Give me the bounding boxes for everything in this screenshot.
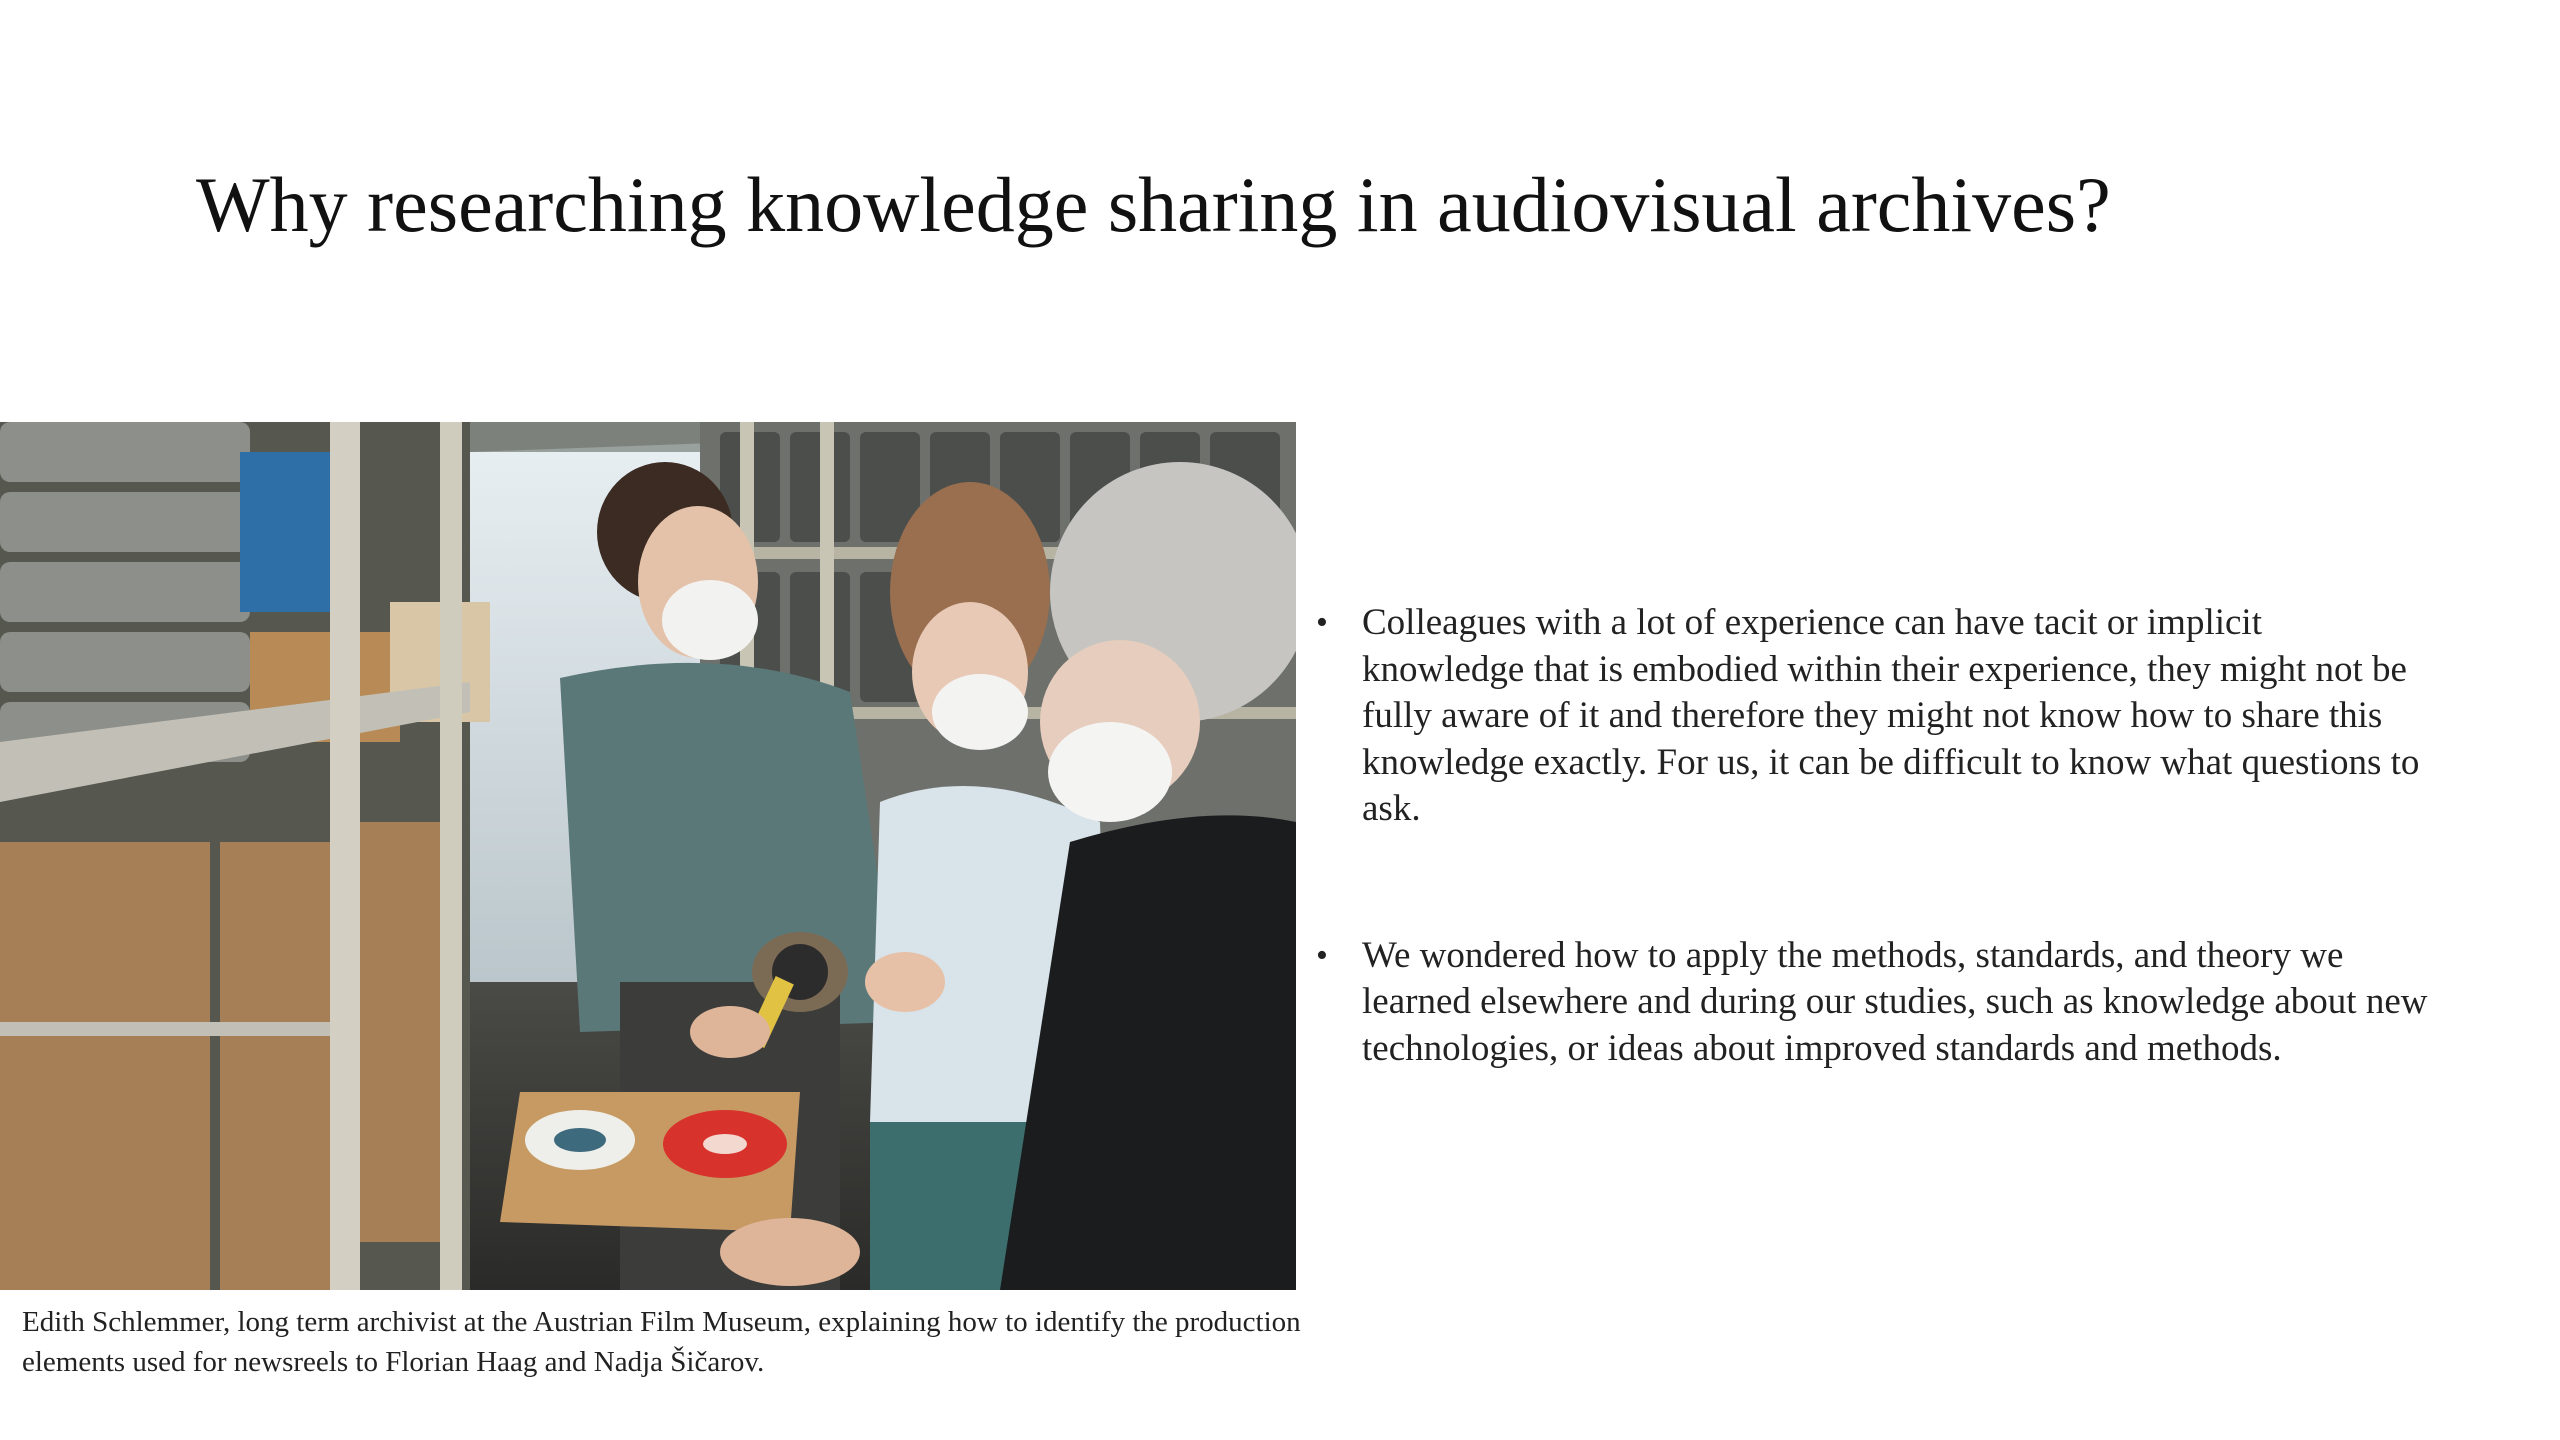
bullet-item bbox=[1308, 600, 2428, 833]
archive-photo-illustration bbox=[0, 422, 1296, 1290]
bullet-item bbox=[1308, 933, 2428, 1073]
bullet-list bbox=[1308, 600, 2428, 1072]
archive-photo bbox=[0, 422, 1296, 1290]
bullet-marker: • bbox=[1316, 936, 1328, 974]
slide-title: Why researching knowledge sharing in audiovisual archives? bbox=[196, 161, 2111, 248]
bullet-text: We wondered how to apply the methods, standards, and theory we learned elsewhere and during our studies, such as knowledge about new technologies, or ideas about improved standards and methods. bbox=[1362, 934, 2428, 1069]
bullet-marker: • bbox=[1316, 604, 1328, 641]
bullet-text: Colleagues with a lot of experience can have tacit or implicit knowledge that is embodied within their experience, they might not be fully aware of it and therefore they might not know how to share this knowledge exactly. For us, it can be difficult to know what questions to ask. bbox=[1362, 602, 2420, 829]
photo-caption: Edith Schlemmer, long term archivist at the Austrian Film Museum, explaining how to identify the production elements used for newsreels to Florian Haag and Nadja Šičarov. bbox=[22, 1306, 1301, 1378]
